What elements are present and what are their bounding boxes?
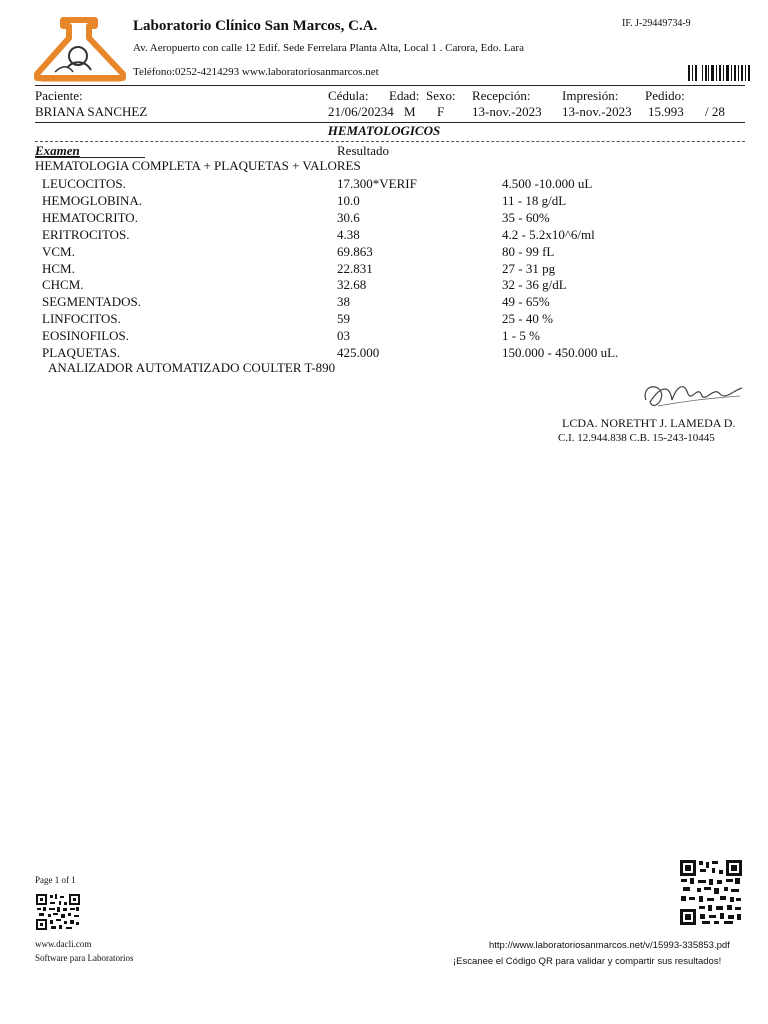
qr-code-icon (35, 893, 81, 931)
analyzer-method: ANALIZADOR AUTOMATIZADO COULTER T-890 (48, 360, 336, 375)
lab-flask-logo-icon (33, 16, 128, 82)
row-range: 27 - 31 pg (502, 261, 556, 276)
row-result: 10.0 (337, 193, 360, 208)
section-divider (35, 141, 745, 142)
row-name: CHCM. (42, 277, 84, 292)
page-number: Page 1 of 1 (35, 875, 76, 885)
row-name: ERITROCITOS. (42, 227, 130, 242)
row-name: SEGMENTADOS. (42, 294, 141, 309)
result-pdf-link[interactable]: http://www.laboratoriosanmarcos.net/v/15993-335853.pdf (489, 940, 730, 951)
row-name: EOSINOFILOS. (42, 328, 130, 343)
row-range: 35 - 60% (502, 210, 550, 225)
lab-address: Av. Aeropuerto con calle 12 Edif. Sede Ferrelara Planta Alta, Local 1 . Carora, Edo. Lara (133, 42, 524, 54)
row-result: 30.6 (337, 210, 360, 225)
patient-name: BRIANA SANCHEZ (35, 104, 148, 119)
header-divider (35, 85, 745, 86)
label-cedula: Cédula: (328, 88, 369, 103)
row-name: LEUCOCITOS. (42, 176, 126, 191)
row-result: 03 (337, 328, 350, 343)
row-result: 425.000 (337, 345, 380, 360)
row-range: 4.2 - 5.2x10^6/ml (502, 227, 595, 242)
row-name: HEMOGLOBINA. (42, 193, 143, 208)
row-result: 69.863 (337, 244, 373, 259)
row-result: 38 (337, 294, 350, 309)
qr-code-icon (680, 860, 742, 925)
row-range: 1 - 5 % (502, 328, 540, 343)
row-range: 150.000 - 450.000 uL. (502, 345, 619, 360)
rif-number: IF. J-29449734-9 (622, 18, 691, 29)
row-range: 11 - 18 g/dL (502, 193, 567, 208)
row-result: 17.300*VERIF (337, 176, 417, 191)
col-header-result: Resultado (337, 143, 389, 158)
row-range: 49 - 65% (502, 294, 550, 309)
row-name: VCM. (42, 244, 75, 259)
lab-name: Laboratorio Clínico San Marcos, C.A. (133, 18, 378, 34)
row-range: 4.500 -10.000 uL (502, 176, 593, 191)
order-sequence: / 28 (705, 104, 725, 119)
label-recepcion: Recepción: (472, 88, 531, 103)
row-range: 32 - 36 g/dL (502, 277, 567, 292)
lab-phone-web: Teléfono:0252-4214293 www.laboratoriosanmarcos.net (133, 66, 379, 78)
row-name: HCM. (42, 261, 75, 276)
row-range: 80 - 99 fL (502, 244, 555, 259)
label-pedido: Pedido: (645, 88, 685, 103)
print-date: 13-nov.-2023 (562, 104, 632, 119)
section-title: HEMATOLOGICOS (327, 123, 441, 138)
label-sexo: Sexo: (426, 88, 456, 103)
row-name: HEMATOCRITO. (42, 210, 138, 225)
dacli-link[interactable]: www.dacli.com (35, 939, 92, 949)
order-number: 15.993 (648, 104, 684, 119)
label-paciente: Paciente: (35, 88, 83, 103)
label-impresion: Impresión: (562, 88, 619, 103)
row-name: LINFOCITOS. (42, 311, 121, 326)
signer-name: LCDA. NORETHT J. LAMEDA D. (562, 416, 736, 430)
signer-ids: C.I. 12.944.838 C.B. 15-243-10445 (558, 432, 715, 444)
row-name: PLAQUETAS. (42, 345, 121, 360)
row-result: 32.68 (337, 277, 367, 292)
panel-title: HEMATOLOGIA COMPLETA + PLAQUETAS + VALORES (35, 158, 361, 173)
row-result: 4.38 (337, 227, 360, 242)
patient-edad: M (404, 104, 416, 119)
patient-cedula: 21/06/20234 (328, 104, 394, 119)
row-result: 22.831 (337, 261, 373, 276)
patient-sexo: F (437, 104, 445, 119)
row-range: 25 - 40 % (502, 311, 553, 326)
barcode-icon (688, 65, 750, 81)
label-edad: Edad: (389, 88, 420, 103)
row-result: 59 (337, 311, 350, 326)
handwritten-signature (640, 372, 745, 417)
dacli-tagline: Software para Laboratorios (35, 953, 134, 963)
reception-date: 13-nov.-2023 (472, 104, 542, 119)
col-header-exam: Examen (35, 143, 80, 158)
scan-qr-note: ¡Escanee el Código QR para validar y compartir sus resultados! (453, 956, 722, 967)
